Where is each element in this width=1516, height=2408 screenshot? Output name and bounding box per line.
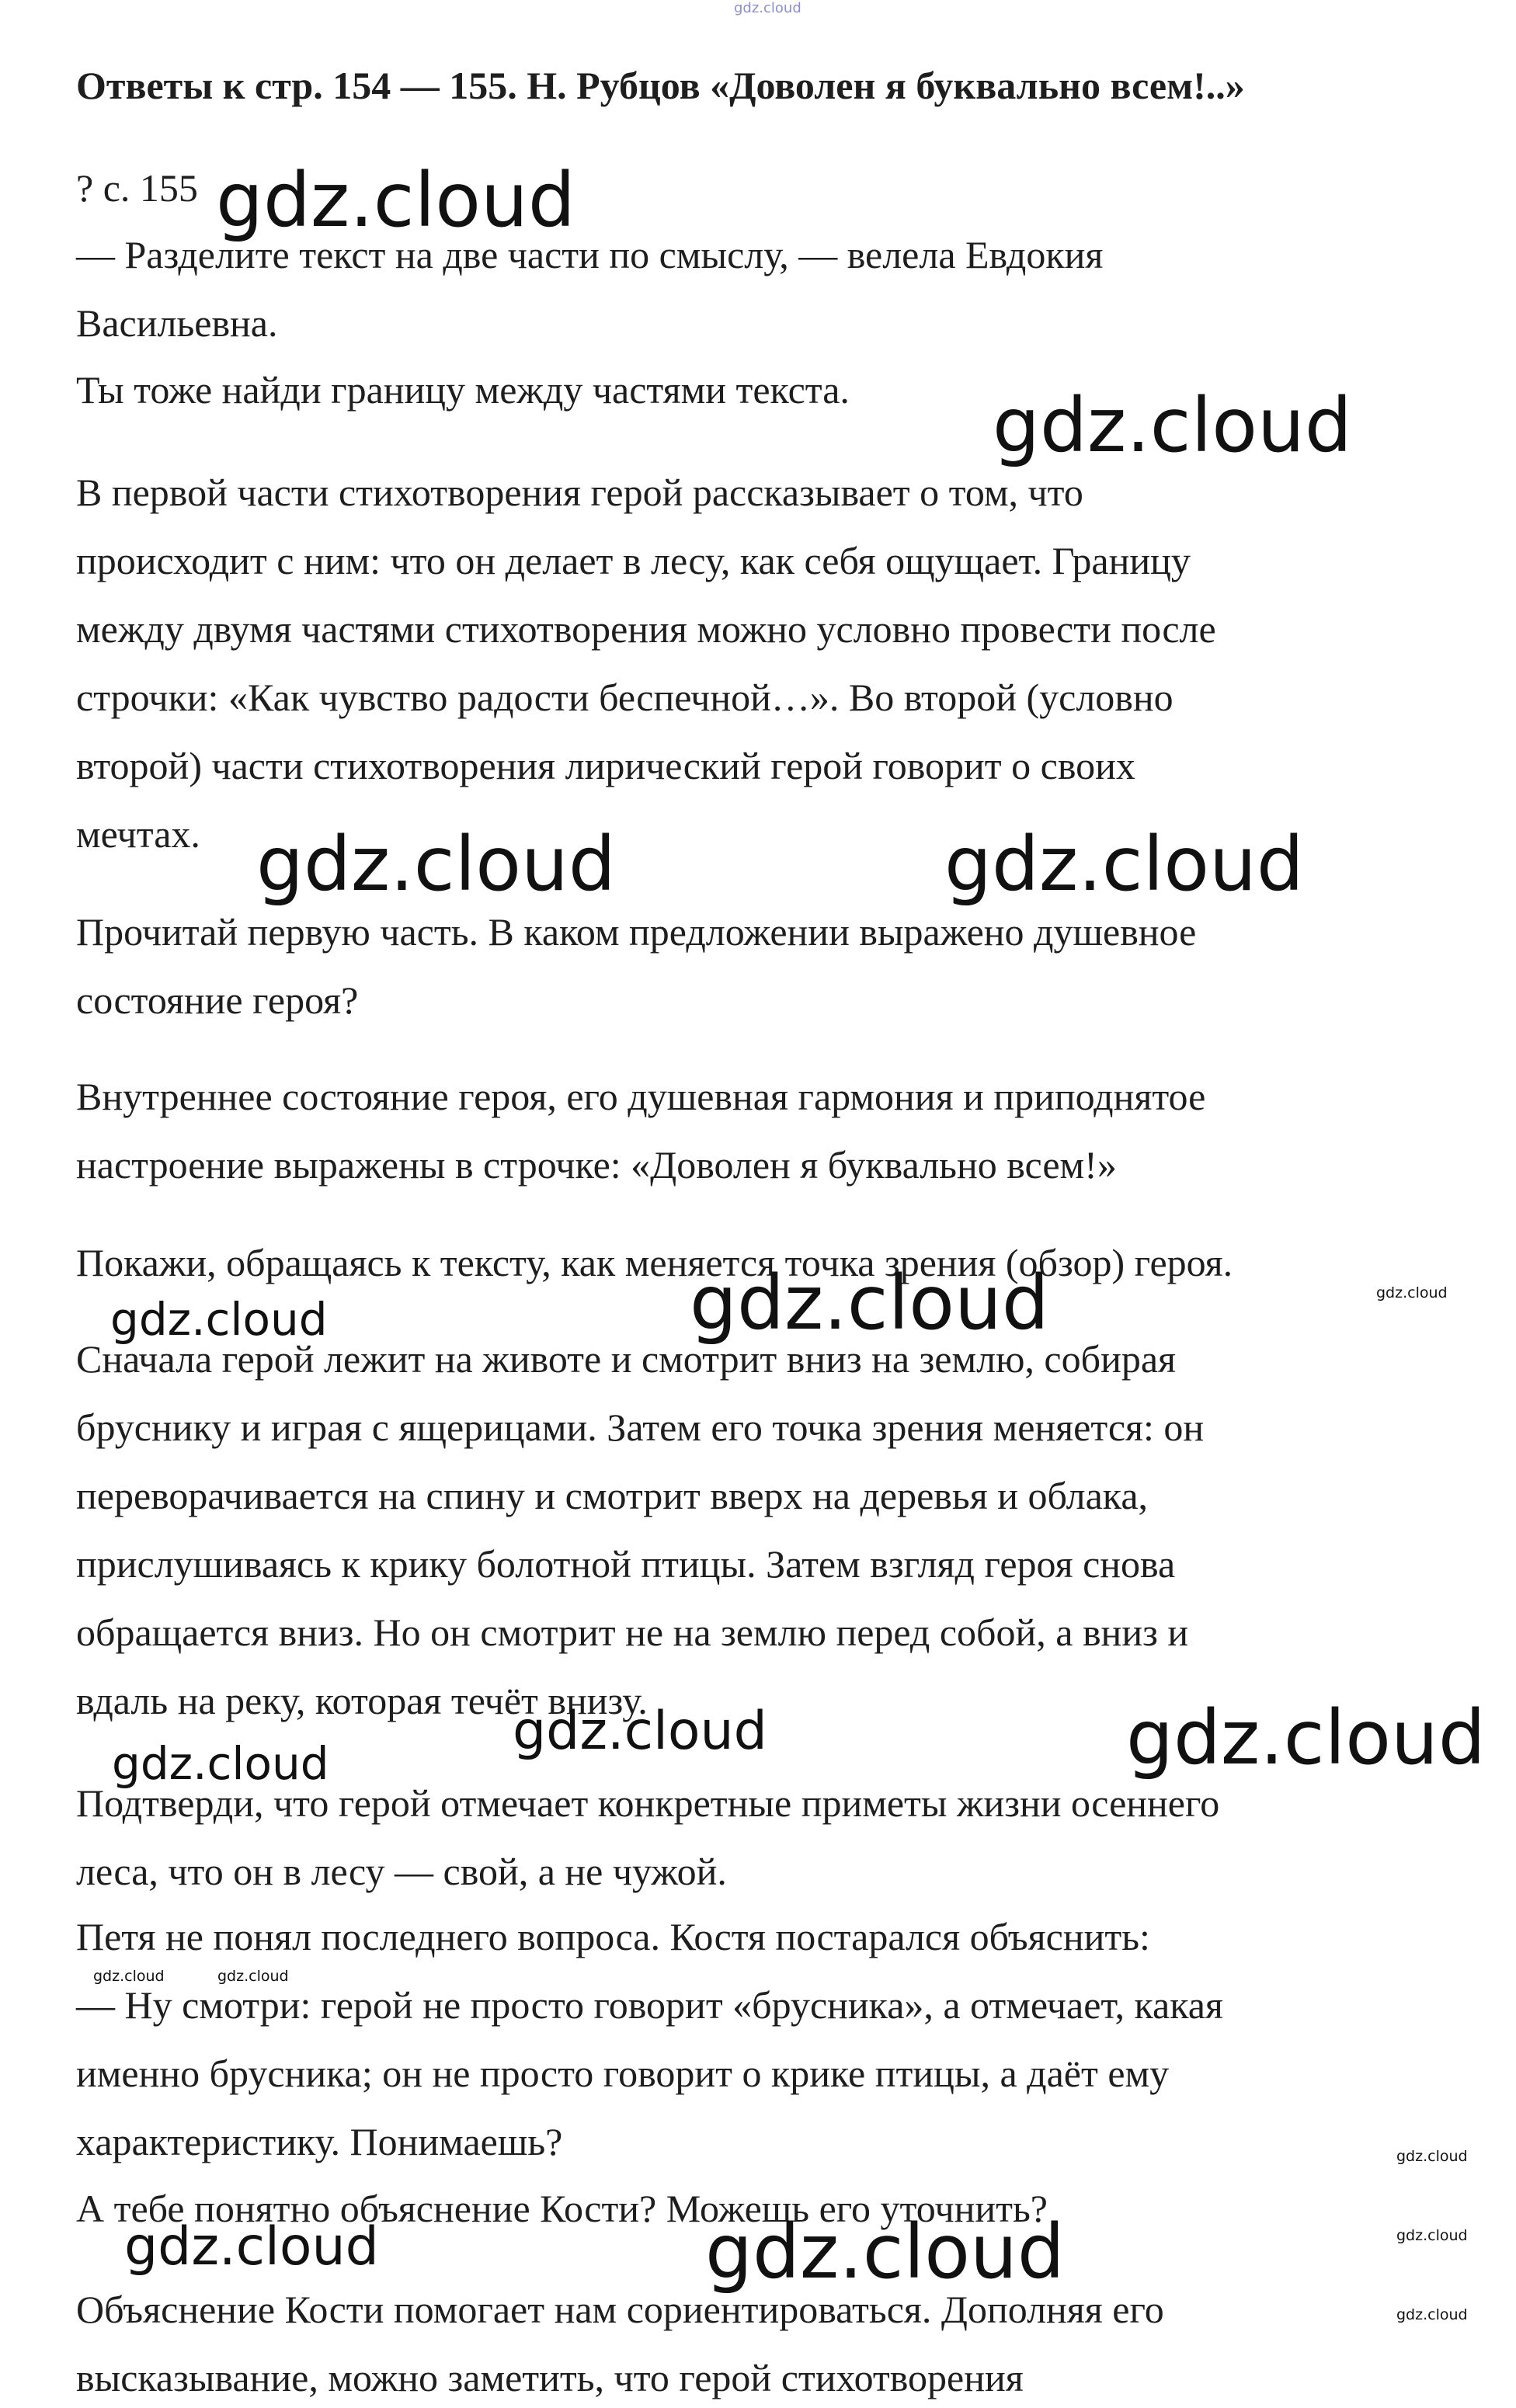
text-line: Объяснение Кости помогает нам сориентироваться. Дополняя его bbox=[76, 2288, 1164, 2331]
text-line: — Разделите текст на две части по смыслу, — велела Евдокия bbox=[76, 233, 1104, 276]
watermark: gdz.cloud bbox=[256, 821, 616, 908]
watermark: gdz.cloud bbox=[944, 821, 1304, 908]
watermark: gdz.cloud bbox=[216, 157, 575, 244]
text-line: Ты тоже найди границу между частями текста. bbox=[76, 368, 850, 412]
text-line: Подтверди, что герой отмечает конкретные приметы жизни осеннего bbox=[76, 1781, 1220, 1825]
text-line: переворачивается на спину и смотрит вверх на деревья и облака, bbox=[76, 1474, 1149, 1517]
watermark: gdz.cloud bbox=[1126, 1694, 1486, 1781]
watermark: gdz.cloud bbox=[93, 1968, 165, 1985]
text-line: бруснику и играя с ящерицами. Затем его точка зрения меняется: он bbox=[76, 1406, 1205, 1449]
text-line: мечтах. bbox=[76, 812, 200, 856]
watermark: gdz.cloud bbox=[705, 2208, 1065, 2295]
watermark: gdz.cloud bbox=[1396, 2306, 1468, 2323]
text-line: — Ну смотри: герой не просто говорит «брусника», а отмечает, какая bbox=[76, 1983, 1223, 2027]
watermark: gdz.cloud bbox=[513, 1701, 767, 1762]
text-line: Сначала герой лежит на животе и смотрит вниз на землю, собирая bbox=[76, 1337, 1177, 1381]
watermark: gdz.cloud bbox=[1376, 1284, 1448, 1301]
page-title: Ответы к стр. 154 — 155. Н. Рубцов «Доволен я буквально всем!..» bbox=[76, 64, 1245, 107]
text-line: Покажи, обращаясь к тексту, как меняется точка зрения (обзор) героя. bbox=[76, 1241, 1233, 1284]
text-line: строчки: «Как чувство радости беспечной…». Во второй (условно bbox=[76, 676, 1174, 719]
text-line: Внутреннее состояние героя, его душевная гармония и приподнятое bbox=[76, 1075, 1206, 1118]
text-line: прислушиваясь к крику болотной птицы. Затем взгляд героя снова bbox=[76, 1542, 1176, 1586]
text-line: высказывание, можно заметить, что герой стихотворения bbox=[76, 2356, 1024, 2399]
text-line: В первой части стихотворения герой рассказывает о том, что bbox=[76, 471, 1083, 514]
text-line: настроение выражены в строчке: «Доволен я буквально всем!» bbox=[76, 1143, 1117, 1187]
text-line: Петя не понял последнего вопроса. Костя постарался объяснить: bbox=[76, 1915, 1150, 1958]
watermark: gdz.cloud bbox=[217, 1968, 289, 1985]
text-line: характеристику. Понимаешь? bbox=[76, 2120, 563, 2163]
watermark: gdz.cloud bbox=[734, 0, 801, 16]
text-line: леса, что он в лесу — свой, а не чужой. bbox=[76, 1850, 727, 1893]
watermark: gdz.cloud bbox=[124, 2216, 379, 2278]
watermark: gdz.cloud bbox=[1396, 2227, 1468, 2244]
text-line: второй) части стихотворения лирический герой говорит о своих bbox=[76, 744, 1135, 787]
text-line: Прочитай первую часть. В каком предложении выражено душевное bbox=[76, 910, 1197, 954]
text-line: А тебе понятно объяснение Кости? Можешь его уточнить? bbox=[76, 2187, 1048, 2230]
text-line: ? с. 155 bbox=[76, 166, 198, 210]
text-line: происходит с ним: что он делает в лесу, как себя ощущает. Границу bbox=[76, 539, 1191, 582]
text-line: именно брусника; он не просто говорит о крике птицы, а даёт ему bbox=[76, 2052, 1170, 2095]
watermark: gdz.cloud bbox=[993, 382, 1352, 469]
watermark: gdz.cloud bbox=[110, 1293, 328, 1346]
text-line: вдаль на реку, которая течёт внизу. bbox=[76, 1679, 648, 1722]
watermark: gdz.cloud bbox=[1396, 2148, 1468, 2165]
text-line: между двумя частями стихотворения можно условно провести после bbox=[76, 607, 1216, 651]
text-line: состояние героя? bbox=[76, 978, 359, 1022]
watermark: gdz.cloud bbox=[690, 1260, 1049, 1346]
watermark: gdz.cloud bbox=[112, 1737, 329, 1790]
text-line: обращается вниз. Но он смотрит не на землю перед собой, а вниз и bbox=[76, 1611, 1189, 1654]
text-line: Васильевна. bbox=[76, 301, 278, 345]
